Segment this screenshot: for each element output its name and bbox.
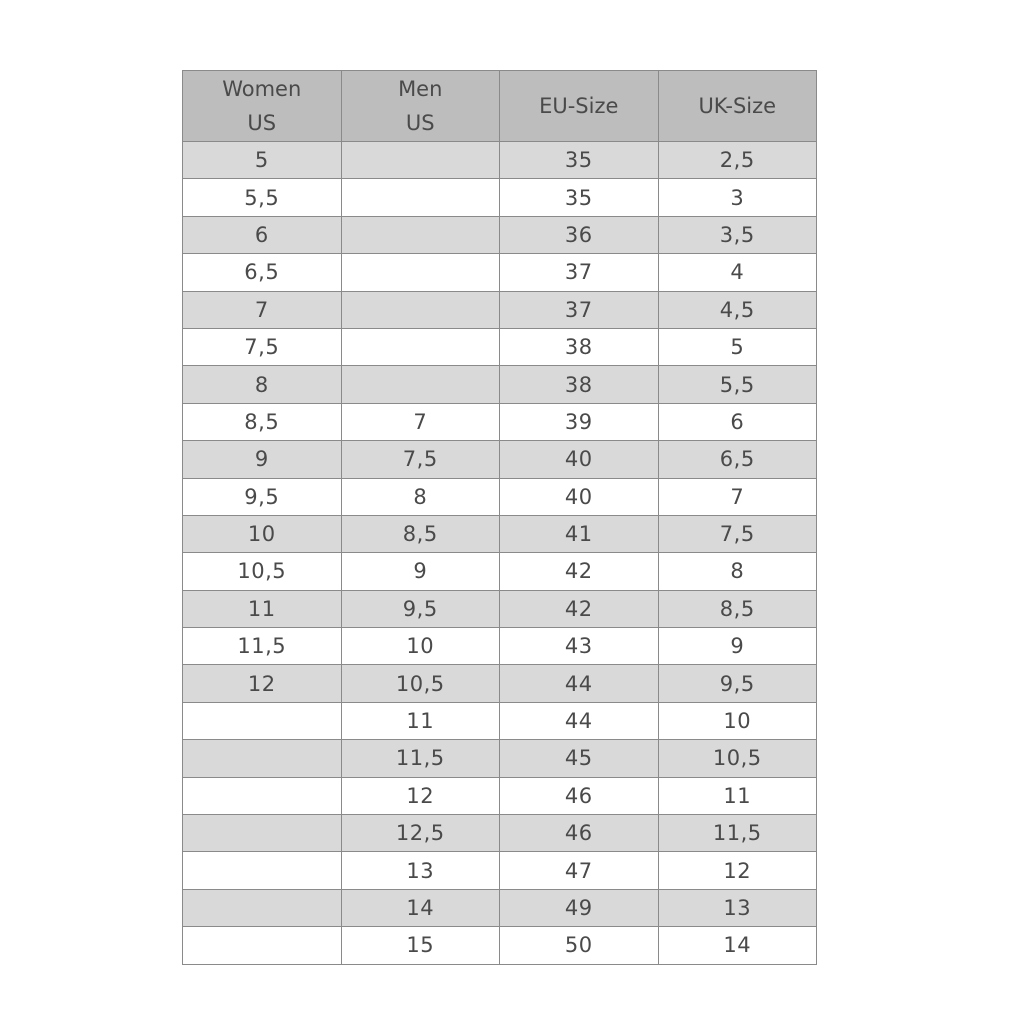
men-us-cell: 7	[341, 403, 500, 440]
eu-size-cell: 39	[500, 403, 659, 440]
men-us-cell	[341, 291, 500, 328]
eu-size-cell: 41	[500, 515, 659, 552]
table-body	[183, 142, 817, 965]
table-row	[183, 441, 817, 478]
women-us-cell	[183, 852, 342, 889]
eu-size-cell: 40	[500, 441, 659, 478]
women-us-cell: 5,5	[183, 179, 342, 216]
table-row	[183, 702, 817, 739]
eu-size-cell: 49	[500, 889, 659, 926]
women-us-cell	[183, 777, 342, 814]
uk-size-cell: 5	[658, 328, 817, 365]
uk-size-cell: 5,5	[658, 366, 817, 403]
table-row	[183, 815, 817, 852]
eu-size-cell: 37	[500, 291, 659, 328]
men-us-cell: 13	[341, 852, 500, 889]
table-row	[183, 216, 817, 253]
men-us-cell: 11,5	[341, 740, 500, 777]
women-us-cell: 9,5	[183, 478, 342, 515]
table-row	[183, 254, 817, 291]
table-row	[183, 628, 817, 665]
table-row	[183, 852, 817, 889]
men-us-cell: 15	[341, 927, 500, 964]
eu-size-cell: 44	[500, 665, 659, 702]
eu-size-cell: 46	[500, 815, 659, 852]
uk-size-cell: 9,5	[658, 665, 817, 702]
header-women-us-line1: Women	[222, 77, 302, 101]
header-eu-size	[500, 71, 659, 142]
men-us-cell: 9,5	[341, 590, 500, 627]
men-us-cell: 11	[341, 702, 500, 739]
uk-size-cell: 12	[658, 852, 817, 889]
uk-size-cell: 7	[658, 478, 817, 515]
women-us-cell	[183, 740, 342, 777]
women-us-cell: 7	[183, 291, 342, 328]
eu-size-cell: 45	[500, 740, 659, 777]
women-us-cell: 6,5	[183, 254, 342, 291]
uk-size-cell: 8	[658, 553, 817, 590]
table-row	[183, 403, 817, 440]
table-header	[183, 71, 817, 142]
header-uk-size-label: UK-Size	[698, 94, 777, 118]
eu-size-cell: 47	[500, 852, 659, 889]
table-row	[183, 328, 817, 365]
uk-size-cell: 9	[658, 628, 817, 665]
men-us-cell: 12,5	[341, 815, 500, 852]
uk-size-cell: 4,5	[658, 291, 817, 328]
eu-size-cell: 38	[500, 366, 659, 403]
table-row	[183, 142, 817, 179]
uk-size-cell: 14	[658, 927, 817, 964]
uk-size-cell: 2,5	[658, 142, 817, 179]
eu-size-cell: 40	[500, 478, 659, 515]
header-men-us-line1: Men	[398, 77, 443, 101]
eu-size-cell: 36	[500, 216, 659, 253]
table-row	[183, 927, 817, 964]
table-row	[183, 478, 817, 515]
uk-size-cell: 8,5	[658, 590, 817, 627]
table-row	[183, 366, 817, 403]
women-us-cell: 12	[183, 665, 342, 702]
men-us-cell: 9	[341, 553, 500, 590]
men-us-cell	[341, 328, 500, 365]
eu-size-cell: 42	[500, 590, 659, 627]
women-us-cell: 11,5	[183, 628, 342, 665]
table-row	[183, 590, 817, 627]
men-us-cell	[341, 216, 500, 253]
table-row	[183, 291, 817, 328]
uk-size-cell: 3	[658, 179, 817, 216]
eu-size-cell: 50	[500, 927, 659, 964]
header-women-us-line2: US	[247, 111, 277, 135]
women-us-cell: 11	[183, 590, 342, 627]
uk-size-cell: 6	[658, 403, 817, 440]
header-row	[183, 71, 817, 142]
women-us-cell: 8,5	[183, 403, 342, 440]
header-women-us	[183, 71, 342, 142]
eu-size-cell: 38	[500, 328, 659, 365]
table-row	[183, 665, 817, 702]
table-row	[183, 740, 817, 777]
men-us-cell	[341, 254, 500, 291]
men-us-cell: 12	[341, 777, 500, 814]
header-uk-size	[658, 71, 817, 142]
men-us-cell: 10,5	[341, 665, 500, 702]
eu-size-cell: 35	[500, 142, 659, 179]
uk-size-cell: 10,5	[658, 740, 817, 777]
men-us-cell	[341, 179, 500, 216]
uk-size-cell: 3,5	[658, 216, 817, 253]
table-row	[183, 553, 817, 590]
eu-size-cell: 42	[500, 553, 659, 590]
uk-size-cell: 13	[658, 889, 817, 926]
eu-size-cell: 46	[500, 777, 659, 814]
table-row	[183, 777, 817, 814]
men-us-cell	[341, 366, 500, 403]
uk-size-cell: 7,5	[658, 515, 817, 552]
women-us-cell: 10	[183, 515, 342, 552]
header-eu-size-label: EU-Size	[539, 94, 619, 118]
table-row	[183, 889, 817, 926]
shoe-size-table	[182, 70, 817, 965]
women-us-cell: 7,5	[183, 328, 342, 365]
uk-size-cell: 11,5	[658, 815, 817, 852]
women-us-cell	[183, 815, 342, 852]
uk-size-cell: 10	[658, 702, 817, 739]
men-us-cell: 8	[341, 478, 500, 515]
women-us-cell	[183, 889, 342, 926]
women-us-cell	[183, 927, 342, 964]
women-us-cell: 10,5	[183, 553, 342, 590]
women-us-cell	[183, 702, 342, 739]
eu-size-cell: 44	[500, 702, 659, 739]
table-row	[183, 179, 817, 216]
men-us-cell	[341, 142, 500, 179]
men-us-cell: 10	[341, 628, 500, 665]
women-us-cell: 8	[183, 366, 342, 403]
men-us-cell: 8,5	[341, 515, 500, 552]
uk-size-cell: 11	[658, 777, 817, 814]
women-us-cell: 6	[183, 216, 342, 253]
eu-size-cell: 35	[500, 179, 659, 216]
eu-size-cell: 43	[500, 628, 659, 665]
men-us-cell: 14	[341, 889, 500, 926]
women-us-cell: 9	[183, 441, 342, 478]
header-men-us-line2: US	[405, 111, 435, 135]
eu-size-cell: 37	[500, 254, 659, 291]
women-us-cell: 5	[183, 142, 342, 179]
men-us-cell: 7,5	[341, 441, 500, 478]
uk-size-cell: 6,5	[658, 441, 817, 478]
header-men-us	[341, 71, 500, 142]
uk-size-cell: 4	[658, 254, 817, 291]
table-row	[183, 515, 817, 552]
